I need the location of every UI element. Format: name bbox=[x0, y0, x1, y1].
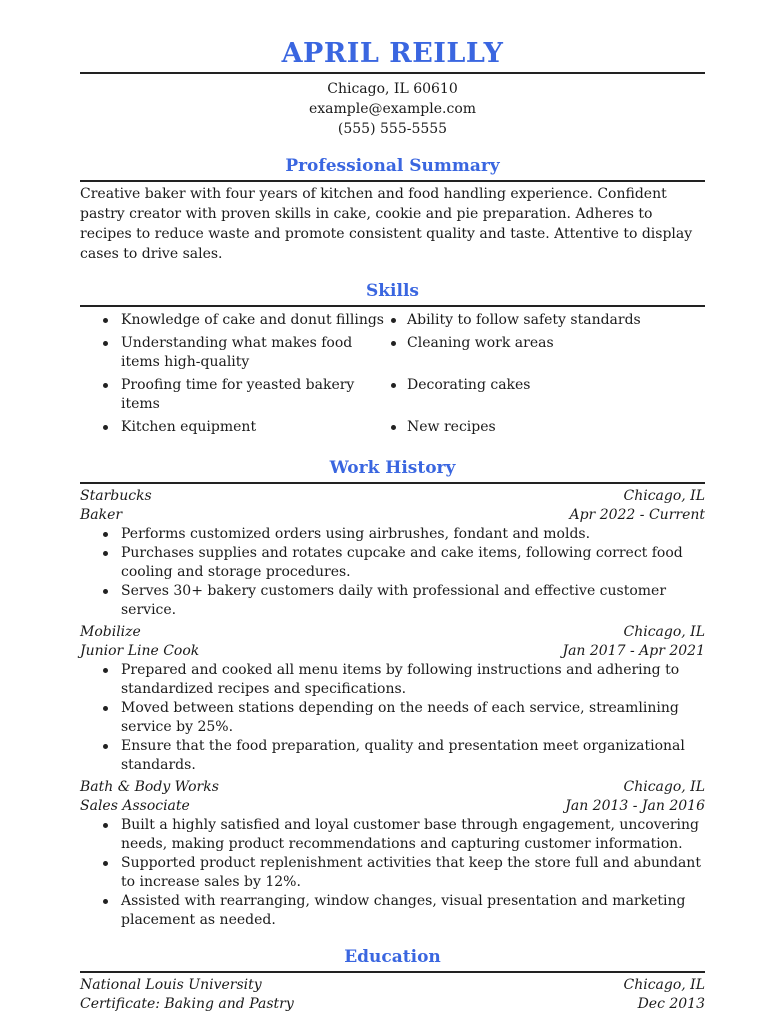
job-bullet: Built a highly satisfied and loyal customer base through engagement, uncovering needs, making product recommendations and capturing customer information. bbox=[80, 816, 705, 854]
job-bullet: Assisted with rearranging, window changes, visual presentation and marketing placement as needed. bbox=[80, 892, 705, 930]
job-entry bbox=[80, 623, 705, 775]
skills-list bbox=[80, 311, 705, 441]
job-location: Chicago, IL bbox=[623, 624, 705, 640]
skill-item: Kitchen equipment bbox=[80, 418, 386, 437]
job-bullets bbox=[80, 661, 705, 775]
job-dates: Apr 2022 - Current bbox=[569, 507, 705, 523]
job-dates: Jan 2013 - Jan 2016 bbox=[565, 798, 705, 814]
job-bullet: Prepared and cooked all menu items by following instructions and adhering to standardized recipes and specifications. bbox=[80, 661, 705, 699]
job-bullet: Ensure that the food preparation, quality and presentation meet organizational standards. bbox=[80, 737, 705, 775]
job-bullet: Purchases supplies and rotates cupcake and cake items, following correct food cooling and storage procedures. bbox=[80, 544, 705, 582]
skill-item: Understanding what makes food items high-quality bbox=[80, 334, 386, 372]
education-divider bbox=[80, 971, 705, 973]
skill-item: Proofing time for yeasted bakery items bbox=[80, 376, 386, 414]
skill-item: Knowledge of cake and donut fillings bbox=[80, 311, 386, 330]
skill-item: New recipes bbox=[386, 418, 706, 437]
contact-phone: (555) 555-5555 bbox=[337, 121, 448, 137]
education-date: Dec 2013 bbox=[637, 996, 705, 1012]
job-role: Baker bbox=[80, 507, 123, 523]
job-company: Mobilize bbox=[80, 624, 141, 640]
job-company: Starbucks bbox=[80, 488, 152, 504]
candidate-name: APRIL REILLY bbox=[281, 38, 504, 69]
skills-divider bbox=[80, 305, 705, 307]
education-heading: Education bbox=[344, 947, 441, 967]
work-heading: Work History bbox=[329, 458, 456, 478]
contact-block bbox=[80, 79, 705, 139]
education-degree: Certificate: Baking and Pastry bbox=[80, 996, 294, 1012]
job-bullet: Performs customized orders using airbrushes, fondant and molds. bbox=[80, 525, 705, 544]
skills-heading: Skills bbox=[365, 281, 419, 301]
skill-item: Decorating cakes bbox=[386, 376, 706, 414]
job-bullets bbox=[80, 525, 705, 620]
job-bullet: Supported product replenishment activities that keep the store full and abundant to increase sales by 12%. bbox=[80, 854, 705, 892]
job-location: Chicago, IL bbox=[623, 779, 705, 795]
education-entry bbox=[80, 976, 705, 1014]
job-bullets bbox=[80, 816, 705, 930]
job-entry bbox=[80, 778, 705, 930]
job-company: Bath & Body Works bbox=[80, 779, 219, 795]
job-location: Chicago, IL bbox=[623, 488, 705, 504]
job-dates: Jan 2017 - Apr 2021 bbox=[562, 643, 705, 659]
work-divider bbox=[80, 482, 705, 484]
contact-email: example@example.com bbox=[308, 101, 477, 117]
education-school: National Louis University bbox=[80, 977, 262, 993]
job-bullet: Moved between stations depending on the needs of each service, streamlining service by 25%. bbox=[80, 699, 705, 737]
summary-heading: Professional Summary bbox=[285, 156, 500, 176]
summary-divider bbox=[80, 180, 705, 182]
contact-city: Chicago, IL 60610 bbox=[327, 81, 458, 97]
job-role: Sales Associate bbox=[80, 798, 190, 814]
summary-text: Creative baker with four years of kitchen and food handling experience. Confident pastry creator with proven skills in cake, cookie and pie preparation. Adheres to recipes to reduce waste and promote consistent quality and taste. Attentive to display cases to drive sales. bbox=[80, 186, 693, 262]
job-role: Junior Line Cook bbox=[80, 643, 200, 659]
job-bullet: Serves 30+ bakery customers daily with professional and effective customer service. bbox=[80, 582, 705, 620]
skill-item: Cleaning work areas bbox=[386, 334, 706, 372]
skill-item: Ability to follow safety standards bbox=[386, 311, 706, 330]
education-location: Chicago, IL bbox=[623, 977, 705, 993]
header-divider bbox=[80, 72, 705, 74]
job-entry bbox=[80, 487, 705, 620]
